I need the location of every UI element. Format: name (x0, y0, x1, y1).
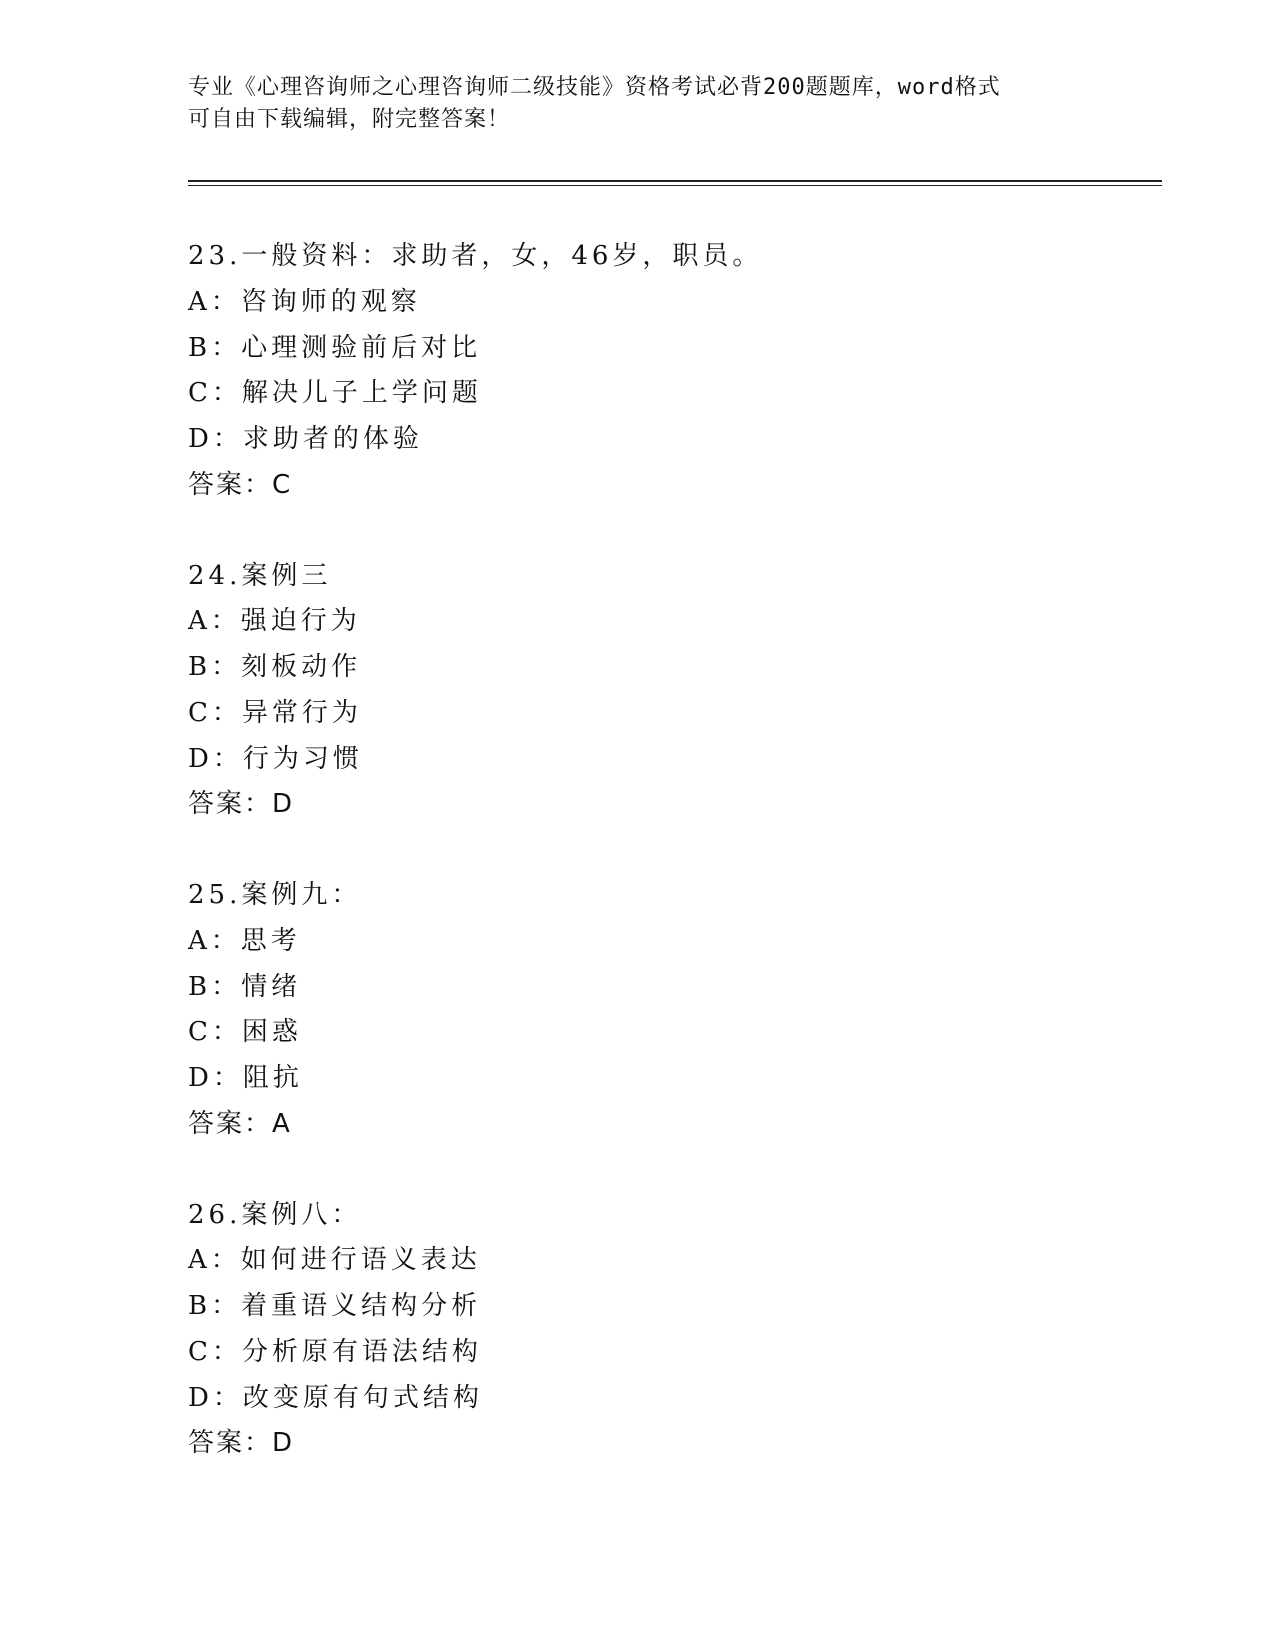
option-b: B：着重语义结构分析 (188, 1291, 482, 1321)
question-stem: 24.案例三 (188, 560, 332, 591)
option-c: C：异常行为 (188, 697, 362, 728)
question-24 (188, 554, 1088, 829)
answer-line: 答案：C (188, 469, 293, 500)
option-d: D：行为习惯 (188, 743, 363, 774)
header-line-2: 可自由下载编辑，附完整答案！ (188, 107, 511, 132)
question-stem: 26.案例八： (188, 1199, 362, 1230)
question-25 (188, 873, 1088, 1148)
option-b: B：心理测验前后对比 (188, 332, 482, 363)
option-d: D：改变原有句式结构 (188, 1382, 483, 1413)
option-d: D：阻抗 (188, 1063, 303, 1093)
answer-line: 答案：A (188, 1108, 292, 1139)
option-c: C：分析原有语法结构 (188, 1336, 482, 1367)
question-stem: 25.案例九： (188, 880, 362, 910)
option-c: C：困惑 (188, 1017, 302, 1048)
option-b: B：情绪 (188, 971, 302, 1002)
option-a: A：强迫行为 (188, 606, 361, 637)
option-a: A：如何进行语义表达 (188, 1245, 481, 1276)
header-line-1: 专业《心理咨询师之心理咨询师二级技能》资格考试必背200题题库，word格式 (188, 75, 1001, 100)
document-header (188, 72, 1088, 136)
question-list (188, 234, 1088, 1512)
answer-line: 答案：D (188, 789, 295, 820)
option-d: D：求助者的体验 (188, 424, 423, 454)
question-23 (188, 234, 1088, 509)
option-c: C：解决儿子上学问题 (188, 378, 482, 409)
option-a: A：咨询师的观察 (188, 286, 421, 317)
question-26 (188, 1193, 1088, 1468)
option-a: A：思考 (188, 925, 301, 956)
answer-line: 答案：D (188, 1428, 295, 1459)
question-stem: 23.一般资料：求助者，女，46岁，职员。 (188, 241, 763, 271)
header-double-rule (188, 180, 1162, 186)
option-b: B：刻板动作 (188, 652, 362, 682)
